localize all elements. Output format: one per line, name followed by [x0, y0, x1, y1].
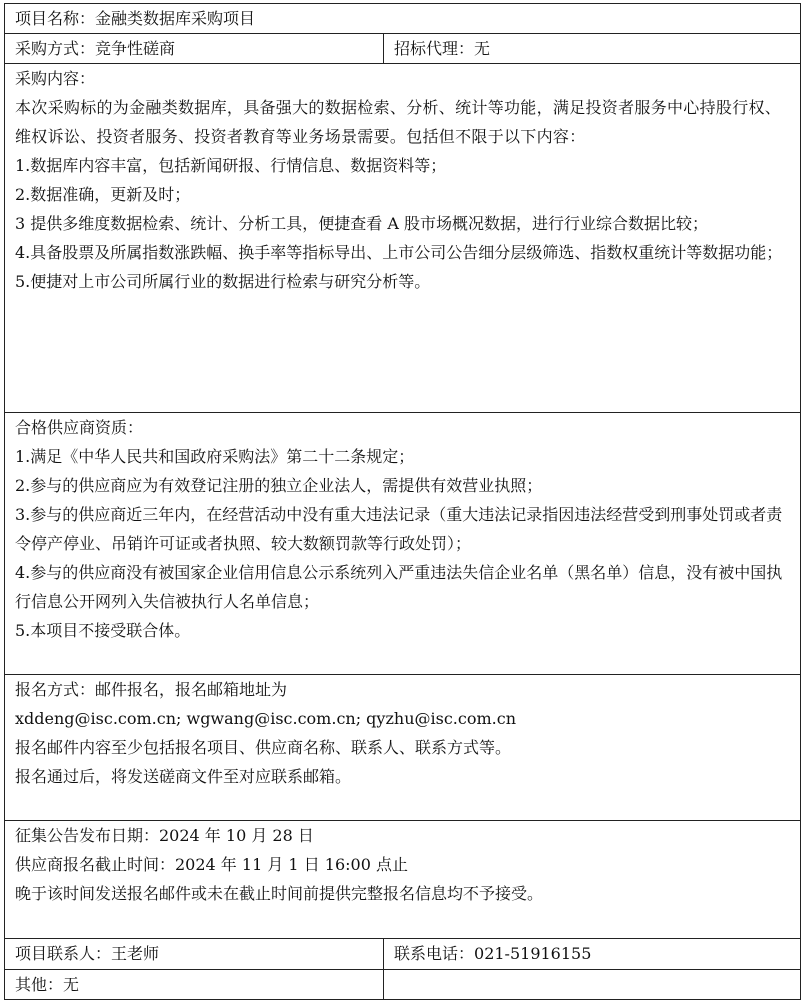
procurement-method-cell — [5, 34, 384, 64]
content-item: 1.数据库内容丰富，包括新闻研报、行情信息、数据资料等； — [15, 156, 447, 175]
content-label: 采购内容： — [15, 69, 96, 88]
qualification-item: 1.满足《中华人民共和国政府采购法》第二十二条规定； — [15, 447, 415, 466]
registration-emails: xddeng@isc.com.cn; wgwang@isc.com.cn; qyzhu@isc.com.cn — [15, 709, 516, 728]
row-contact — [5, 939, 801, 970]
project-name-value: 金融类数据库采购项目 — [95, 9, 256, 28]
bidding-agent-label: 招标代理： — [394, 39, 475, 58]
publish-date: 征集公告发布日期：2024 年 10 月 28 日 — [15, 826, 314, 845]
qualification-item: 4.参与的供应商没有被国家企业信用信息公示系统列入严重违法失信企业名单（黑名单）信息，没有被中国执行信息公开网列入失信被执行人名单信息； — [15, 563, 783, 611]
row-method-agent — [5, 34, 801, 64]
content-intro: 本次采购标的为金融类数据库，具备强大的数据检索、分析、统计等功能，满足投资者服务中心持股行权、维权诉讼、投资者服务、投资者教育等业务场景需要。包括但不限于以下内容： — [15, 98, 782, 146]
other-value: 无 — [63, 975, 80, 994]
qualification-item: 2.参与的供应商应为有效登记注册的独立企业法人，需提供有效营业执照； — [15, 476, 543, 495]
project-name-cell — [5, 4, 801, 34]
contact-person-cell — [5, 939, 384, 970]
content-item: 2.数据准确，更新及时； — [15, 185, 191, 204]
contact-phone-value: 021-51916155 — [474, 944, 592, 963]
dates-cell — [5, 821, 801, 939]
content-item: 5.便捷对上市公司所属行业的数据进行检索与研究分析等。 — [15, 272, 431, 291]
registration-requirements: 报名邮件内容至少包括报名项目、供应商名称、联系人、联系方式等。 — [15, 738, 512, 757]
contact-phone-label: 联系电话： — [394, 944, 475, 963]
procurement-form-table — [4, 3, 801, 1000]
contact-person-value: 王老师 — [111, 944, 160, 963]
content-item: 3 提供多维度数据检索、统计、分析工具，便捷查看 A 股市场概况数据，进行行业综合数据比较； — [15, 214, 708, 233]
registration-followup: 报名通过后，将发送磋商文件至对应联系邮箱。 — [15, 767, 352, 786]
qualification-item: 5.本项目不接受联合体。 — [15, 621, 191, 640]
content-item: 4.具备股票及所属指数涨跌幅、换手率等指标导出、上市公司公告细分层级筛选、指数权重统计等数据功能； — [15, 243, 783, 262]
row-registration — [5, 675, 801, 821]
row-dates — [5, 821, 801, 939]
procurement-method-label: 采购方式： — [15, 39, 96, 58]
other-cell — [5, 970, 384, 1000]
bidding-agent-value: 无 — [474, 39, 491, 58]
row-qualification — [5, 413, 801, 675]
contact-person-label: 项目联系人： — [15, 944, 112, 963]
qualification-item: 3.参与的供应商近三年内，在经营活动中没有重大违法记录（重大违法记录指因违法经营受到刑事处罚或者责令停产停业、吊销许可证或者执照、较大数额罚款等行政处罚）； — [15, 505, 783, 553]
other-label: 其他： — [15, 975, 64, 994]
contact-phone-cell — [384, 939, 801, 970]
procurement-method-value: 竞争性磋商 — [95, 39, 176, 58]
deadline-note: 晚于该时间发送报名邮件或未在截止时间前提供完整报名信息均不予接受。 — [15, 884, 544, 903]
registration-method: 报名方式：邮件报名，报名邮箱地址为 — [15, 680, 288, 699]
empty-cell — [384, 970, 801, 1000]
row-project-name — [5, 4, 801, 34]
bidding-agent-cell — [384, 34, 801, 64]
registration-deadline: 供应商报名截止时间：2024 年 11 月 1 日 16:00 点止 — [15, 855, 408, 874]
registration-cell — [5, 675, 801, 821]
row-other — [5, 970, 801, 1000]
project-name-label: 项目名称： — [15, 9, 96, 28]
row-procurement-content — [5, 64, 801, 413]
qualification-cell — [5, 413, 801, 675]
procurement-content-cell — [5, 64, 801, 413]
qualification-label: 合格供应商资质： — [15, 418, 144, 437]
